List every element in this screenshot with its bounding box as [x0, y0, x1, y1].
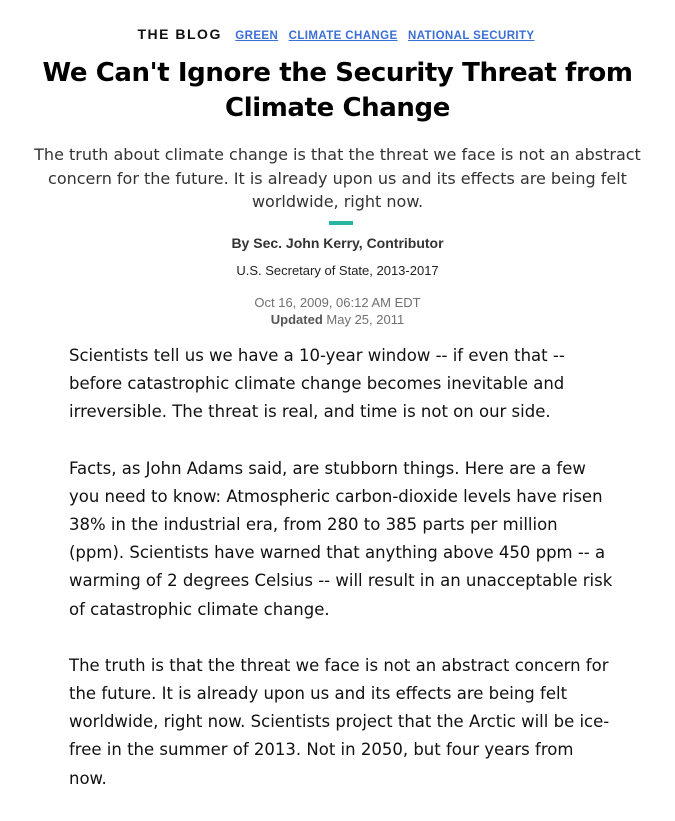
body-paragraph: Scientists tell us we have a 10-year window -- if even that -- before catastrophic climate change becomes inevitable and irreversible. The threat is real, and time is not on our side.	[69, 346, 565, 422]
article-body	[69, 342, 614, 821]
author-title: U.S. Secretary of State, 2013-2017	[236, 263, 439, 278]
tag-link-national-security[interactable]: NATIONAL SECURITY	[408, 30, 535, 42]
byline	[0, 235, 675, 251]
updated-date: May 25, 2011	[326, 312, 405, 327]
section-label[interactable]: THE BLOG	[137, 26, 222, 42]
body-paragraph: The truth is that the threat we face is not an abstract concern for the future. It is already upon us and its effects are being felt worldwide, right now. Scientists project that the Arctic will be ice-free in the summer of 2013. Not in 2050, but four years from now.	[69, 655, 610, 788]
author-link[interactable]: Sec. John Kerry, Contributor	[253, 235, 444, 251]
updated-label: Updated	[270, 312, 323, 327]
body-paragraph: Facts, as John Adams said, are stubborn things. Here are a few you need to know: Atmospheric carbon-dioxide levels have risen 38% in the industrial era, from 280 to 385 parts per million (ppm). Scientists have warned that anything above 450 ppm -- a warming of 2 degrees Celsius -- will result in an unacceptable risk of catastrophic climate change.	[69, 458, 613, 619]
article-dek: The truth about climate change is that the threat we face is not an abstract concern for the future. It is already upon us and its effects are being felt worldwide, right now.	[34, 145, 641, 211]
article-title: We Can't Ignore the Security Threat from Climate Change	[42, 58, 633, 123]
article-kicker	[0, 26, 675, 44]
tag-link-green[interactable]: GREEN	[235, 30, 279, 42]
tag-link-climate-change[interactable]: CLIMATE CHANGE	[288, 30, 398, 42]
accent-divider	[329, 221, 353, 225]
updated-timestamp	[0, 312, 675, 327]
published-timestamp: Oct 16, 2009, 06:12 AM EDT	[254, 295, 421, 310]
byline-prefix: By	[231, 235, 254, 251]
